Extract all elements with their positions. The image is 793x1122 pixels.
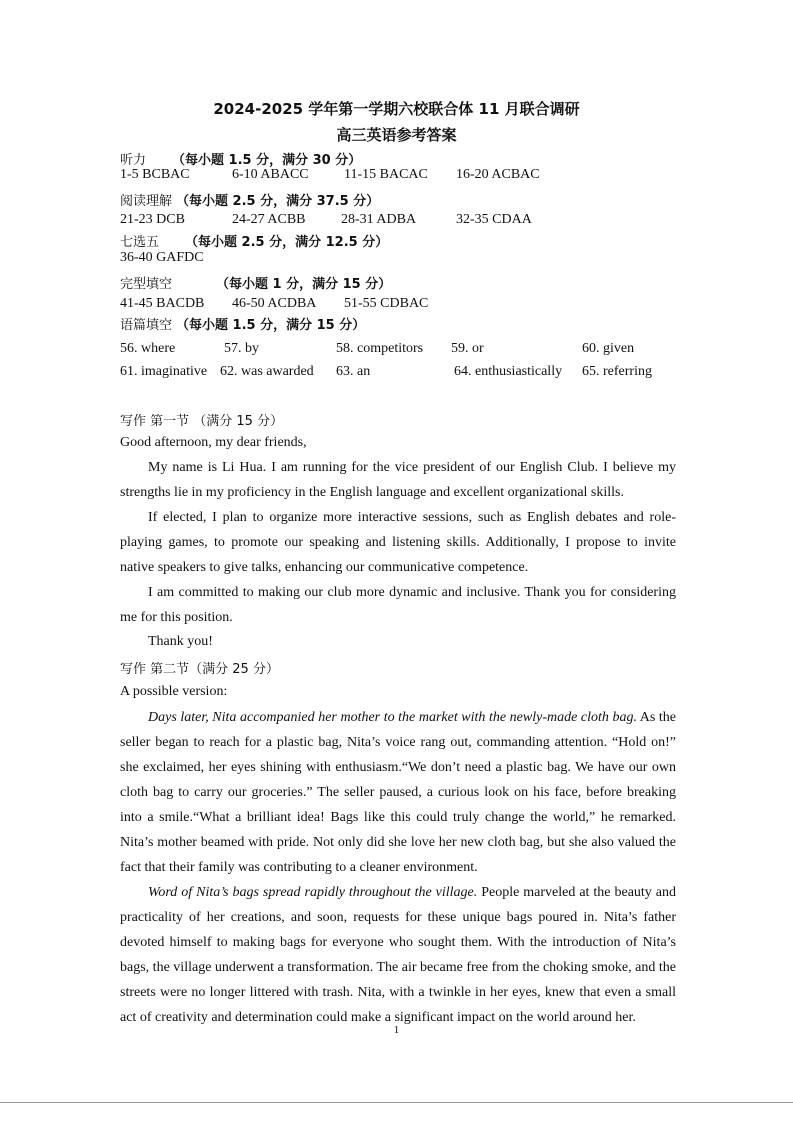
listening-heading: [120, 149, 361, 168]
seven-five-note: （每小题 2.5 分，满分 12.5 分）: [185, 235, 389, 250]
reading-label: 阅读理解: [120, 194, 173, 209]
grammar-answer-59: 59. or: [451, 341, 484, 356]
cloze-answer-2: 46-50 ACDBA: [232, 296, 317, 311]
cloze-heading: [120, 273, 391, 292]
grammar-answer-62: 62. was awarded: [220, 364, 314, 379]
listening-answer-3: 11-15 BACAC: [344, 167, 428, 182]
grammar-answer-57: 57. by: [224, 341, 259, 356]
grammar-answer-56: 56. where: [120, 341, 176, 356]
writing2-paragraph-2: [120, 880, 676, 1030]
reading-answer-3: 28-31 ADBA: [341, 212, 417, 227]
writing2-intro: A possible version:: [120, 684, 228, 699]
page-title: 2024-2025 学年第一学期六校联合体 11 月联合调研: [213, 100, 580, 118]
writing1-paragraph-3: I am committed to making our club more dynamic and inclusive. Thank you for considering me for this position.: [120, 585, 676, 625]
listening-note: （每小题 1.5 分，满分 30 分）: [172, 153, 362, 168]
grammar-answer-65: 65. referring: [582, 364, 652, 379]
grammar-answer-64: 64. enthusiastically: [454, 364, 563, 379]
reading-note: （每小题 2.5 分，满分 37.5 分）: [176, 194, 380, 209]
grammar-label: 语篇填空: [120, 318, 173, 333]
writing2-paragraph-1-body: As the seller began to reach for a plastic bag, Nita’s voice rang out, commanding attention. “Hold on!” she exclaimed, her eyes shining with enthusiasm.“We don’t need a plastic bag. We have our own cloth bag to carry our groceries.” The seller paused, a curious look on his face, before breaking into a smile.“What a brilliant idea! Bags like this could truly change the world,” he remarked. Nita’s mother beamed with pride. Not only did she love her new cloth bag, but she also valued the fact that their family was contributing to a cleaner environment.: [120, 710, 676, 875]
writing1-paragraph-1: My name is Li Hua. I am running for the vice president of our English Club. I believe my strengths lie in my proficiency in the English language and excellent organizational skills.: [120, 460, 676, 500]
writing1-paragraph-2: If elected, I plan to organize more interactive sessions, such as English debates and role-playing games, to promote our speaking and listening skills. Additionally, I propose to invite native speakers to give talks, enhancing our communicative competence.: [120, 510, 676, 575]
listening-label: 听力: [120, 153, 147, 168]
page-bottom-divider: [0, 1102, 793, 1103]
writing1-closing: Thank you!: [148, 634, 213, 649]
page-number: 1: [393, 1024, 400, 1036]
cloze-label: 完型填空: [120, 277, 173, 292]
writing2-paragraph-1-lead: Days later, Nita accompanied her mother to the market with the newly-made cloth bag.: [148, 710, 637, 725]
grammar-answer-61: 61. imaginative: [120, 364, 208, 379]
listening-answer-1: 1-5 BCBAC: [120, 167, 190, 182]
cloze-note: （每小题 1 分，满分 15 分）: [216, 277, 392, 292]
grammar-note: （每小题 1.5 分，满分 15 分）: [176, 318, 366, 333]
writing1-heading: 写作 第一节 （满分 15 分）: [120, 414, 284, 429]
grammar-answer-63: 63. an: [336, 364, 371, 379]
reading-answer-2: 24-27 ACBB: [232, 212, 306, 227]
grammar-answer-58: 58. competitors: [336, 341, 424, 356]
reading-heading: [120, 190, 379, 209]
page-subtitle: 高三英语参考答案: [336, 126, 457, 144]
listening-answer-4: 16-20 ACBAC: [456, 167, 540, 182]
seven-five-label: 七选五: [120, 235, 160, 250]
writing2-heading: 写作 第二节（满分 25 分）: [120, 662, 279, 677]
listening-answer-2: 6-10 ABACC: [232, 167, 309, 182]
seven-five-heading: [120, 231, 388, 250]
seven-five-answer-1: 36-40 GAFDC: [120, 250, 204, 265]
writing1-greeting: Good afternoon, my dear friends,: [120, 435, 307, 450]
reading-answer-1: 21-23 DCB: [120, 212, 185, 227]
writing2-paragraph-2-lead: Word of Nita’s bags spread rapidly throughout the village.: [148, 885, 478, 900]
cloze-answer-1: 41-45 BACDB: [120, 296, 205, 311]
reading-answer-4: 32-35 CDAA: [456, 212, 532, 227]
grammar-answer-60: 60. given: [582, 341, 635, 356]
grammar-heading: [120, 314, 365, 333]
writing2-paragraph-2-body: People marveled at the beauty and practicality of her creations, and soon, requests for these unique bags poured in. Nita’s father devoted himself to making bags for everyone who sought them. With the introduction of Nita’s bags, the village underwent a transformation. The air became free from the choking smoke, and the streets were no longer littered with trash. Nita, with a twinkle in her eyes, knew that even a small act of creativity and determination could make a significant impact on the world around her.: [120, 885, 676, 1025]
cloze-answer-3: 51-55 CDBAC: [344, 296, 429, 311]
writing2-paragraph-1: [120, 705, 676, 880]
